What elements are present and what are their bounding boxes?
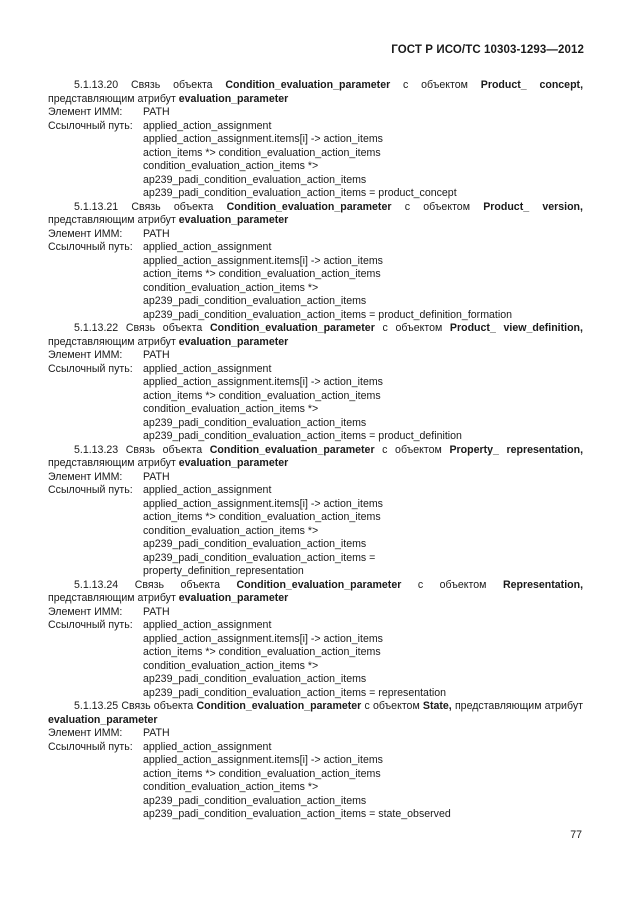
target-name: Product_ view_definition, [449,322,583,334]
section-heading: 5.1.13.23 Связь объекта Condition_evaluation_parameter с объектом Property_ representation, представляющим атрибут evaluation_parameter [48,443,584,469]
path-line: ap239_padi_condition_evaluation_action_items = representation [143,686,447,699]
element-label: Элемент ИММ: [48,605,123,618]
path-line: ap239_padi_condition_evaluation_action_items = [143,551,376,564]
path-line: ap239_padi_condition_evaluation_action_items = product_definition [143,430,462,442]
section-number: 5.1.13.24 [74,578,119,591]
path-line: action_items *> condition_evaluation_action_items [143,767,381,780]
element-label: Элемент ИММ: [48,727,123,739]
path-line: applied_action_assignment [143,119,272,132]
target-name: Property_ representation, [449,443,584,456]
path-line: action_items *> condition_evaluation_action_items [143,146,381,159]
section-number: 5.1.13.21 [74,200,119,213]
element-label: Элемент ИММ: [48,106,123,118]
element-label: Элемент ИММ: [48,227,123,240]
element-label: Элемент ИММ: [48,349,123,361]
path-line: applied_action_assignment.items[i] -> action_items [143,497,383,510]
path-row [48,120,583,134]
path-line: ap239_padi_condition_evaluation_action_items [143,673,367,685]
element-value: PATH [143,727,170,739]
path-line: action_items *> condition_evaluation_action_items [143,511,381,523]
path-line: ap239_padi_condition_evaluation_action_items [143,173,367,186]
section-heading: 5.1.13.21 Связь объекта Condition_evaluation_parameter с объектом Product_ version, представляющим атрибут evaluation_parameter [48,200,583,226]
section-number: 5.1.13.22 [74,322,119,334]
section-heading: 5.1.13.25 Связь объекта Condition_evaluation_parameter с объектом State, представляющим атрибут evaluation_parameter [48,700,583,726]
element-row [48,106,583,120]
entity-name: Condition_evaluation_parameter [196,700,362,712]
element-row [48,228,583,242]
path-line: condition_evaluation_action_items *> [143,403,319,415]
entity-name: Condition_evaluation_parameter [225,79,391,91]
path-line: condition_evaluation_action_items *> [143,659,319,672]
target-name: Product_ version, [483,200,583,213]
target-name: State, [422,700,452,712]
element-value: PATH [143,227,170,240]
attribute-name: evaluation_parameter [178,457,289,469]
path-line: action_items *> condition_evaluation_action_items [143,646,381,658]
path-line: applied_action_assignment.items[i] -> action_items [143,754,383,766]
path-label: Ссылочный путь: [48,119,133,132]
path-line: condition_evaluation_action_items *> [143,160,319,172]
path-row [48,241,583,255]
section-number: 5.1.13.23 [74,443,119,456]
path-line: applied_action_assignment.items[i] -> action_items [143,254,383,267]
path-line: condition_evaluation_action_items *> [143,524,319,537]
page-number: 77 [570,829,582,841]
element-row [48,727,583,741]
attribute-name: evaluation_parameter [48,713,158,726]
element-value: PATH [143,605,170,618]
element-value: PATH [143,470,170,483]
path-line: applied_action_assignment.items[i] -> action_items [143,133,383,145]
element-row [48,349,583,363]
target-name: Product_ concept, [480,79,584,91]
entity-name: Condition_evaluation_parameter [209,322,375,334]
section-heading: 5.1.13.20 Связь объекта Condition_evaluation_parameter с объектом Product_ concept, представляющим атрибут evaluation_parameter [48,79,584,105]
path-label: Ссылочный путь: [48,484,133,496]
path-line: ap239_padi_condition_evaluation_action_items [143,794,367,807]
path-line: ap239_padi_condition_evaluation_action_items [143,538,367,550]
path-line: condition_evaluation_action_items *> [143,781,319,793]
section [48,79,583,201]
path-line: property_definition_representation [143,565,304,577]
path-line: action_items *> condition_evaluation_action_items [143,389,381,402]
attribute-name: evaluation_parameter [178,214,289,226]
path-line: applied_action_assignment [143,484,272,496]
path-line: applied_action_assignment [143,362,272,375]
path-line: ap239_padi_condition_evaluation_action_items [143,416,367,429]
section [48,700,583,822]
path-line: applied_action_assignment [143,619,272,631]
path-line: ap239_padi_condition_evaluation_action_items = state_observed [143,808,451,820]
path-line: applied_action_assignment [143,740,272,753]
section [48,201,583,323]
path-label: Ссылочный путь: [48,740,133,753]
element-row [48,471,583,485]
path-line: ap239_padi_condition_evaluation_action_items = product_concept [143,187,457,199]
path-row [48,741,583,755]
section-number: 5.1.13.25 [74,700,119,712]
document-header: ГОСТ Р ИСО/ТС 10303-1293—2012 [391,44,584,56]
path-line: applied_action_assignment.items[i] -> action_items [143,376,383,388]
path-row [48,363,583,377]
path-line: ap239_padi_condition_evaluation_action_items = product_definition_formation [143,308,512,321]
path-line: action_items *> condition_evaluation_action_items [143,268,381,280]
path-label: Ссылочный путь: [48,619,133,631]
element-value: PATH [143,349,170,361]
entity-name: Condition_evaluation_parameter [226,200,392,213]
attribute-name: evaluation_parameter [178,92,289,105]
entity-name: Condition_evaluation_parameter [236,578,402,591]
section [48,322,583,444]
path-row [48,484,583,498]
section-heading: 5.1.13.24 Связь объекта Condition_evaluation_parameter с объектом Representation, представляющим атрибут evaluation_parameter [48,578,584,604]
path-line: applied_action_assignment.items[i] -> action_items [143,632,383,645]
path-line: condition_evaluation_action_items *> [143,281,319,294]
element-row [48,606,583,620]
section-heading: 5.1.13.22 Связь объекта Condition_evaluation_parameter с объектом Product_ view_definition, представляющим атрибут evaluation_parameter [48,322,583,348]
element-label: Элемент ИММ: [48,470,123,483]
document-body [48,79,583,822]
entity-name: Condition_evaluation_parameter [209,443,375,456]
section [48,444,583,579]
path-label: Ссылочный путь: [48,362,133,375]
attribute-name: evaluation_parameter [178,335,289,348]
target-name: Representation, [502,578,584,591]
element-value: PATH [143,106,170,118]
path-line: ap239_padi_condition_evaluation_action_items [143,295,367,307]
path-row [48,619,583,633]
section-number: 5.1.13.20 [74,79,119,91]
path-line: applied_action_assignment [143,241,272,253]
section [48,579,583,701]
path-label: Ссылочный путь: [48,241,133,253]
attribute-name: evaluation_parameter [178,592,289,604]
